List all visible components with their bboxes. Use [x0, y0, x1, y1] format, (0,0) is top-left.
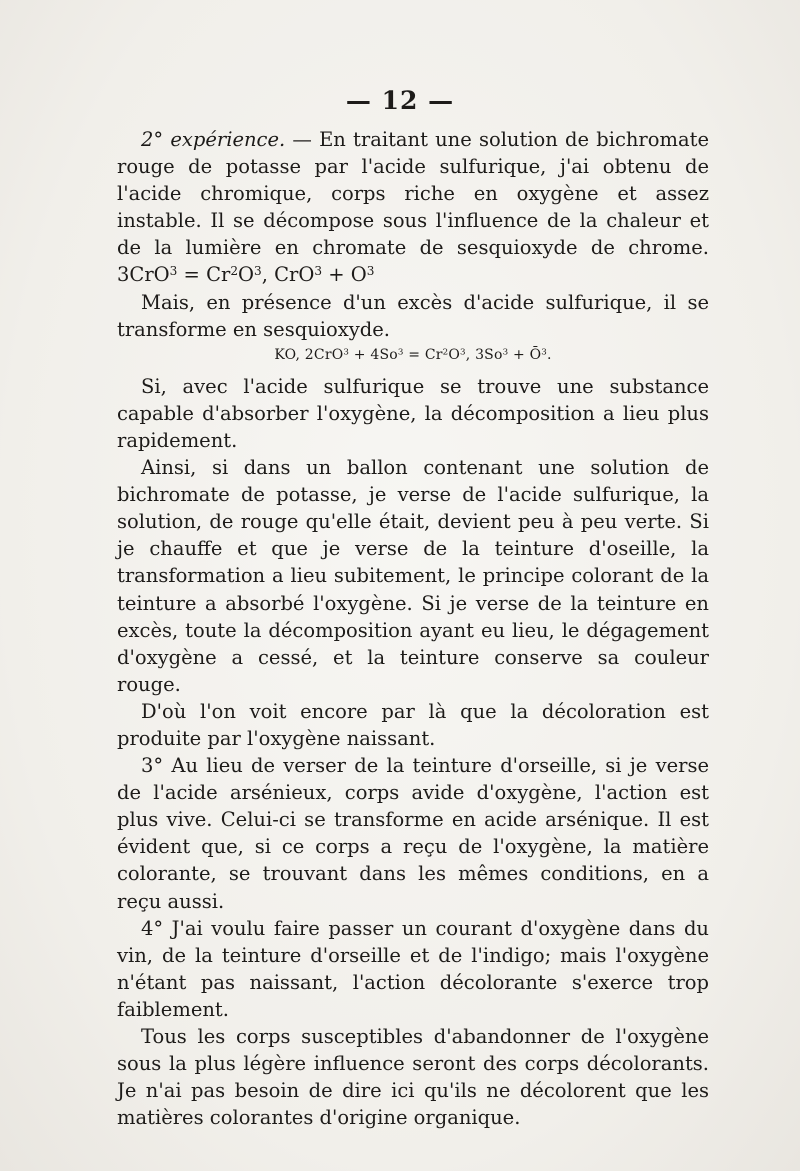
- page-text: [117, 126, 709, 1131]
- experience-label: 2° expérience.: [141, 128, 286, 151]
- paragraph-text: — En traitant une solution de bichromate rouge de potasse par l'acide sulfurique, j'ai obtenu de l'acide chromique, corps riche en oxygène et assez instable. Il se décompose sous l'influence de la chaleur et de la lumière en chromate de sesquioxyde de chrome.: [117, 128, 709, 260]
- page-number: — 12 —: [345, 86, 455, 115]
- paragraph-experience-2: [117, 126, 709, 289]
- paragraph-experience-3: 3° Au lieu de verser de la teinture d'orseille, si je verse de l'acide arsénieux, corps avide d'oxygène, l'action est plus vive. Celui-ci se transforme en acide arsénique. Il est évident que, si ce corps a reçu de l'oxygène, la matière colorante, se trouvant dans les mêmes conditions, en a reçu aussi.: [117, 754, 709, 913]
- paragraph-absorption: Si, avec l'acide sulfurique se trouve une substance capable d'absorber l'oxygène, la décomposition a lieu plus rapidement.: [117, 374, 709, 452]
- formula-inline-1: $3CrO^3 = Cr^2O^3$, $CrO^3 + O^3$: [117, 263, 375, 287]
- paragraph-conclusion: D'où l'on voit encore par là que la décoloration est produite par l'oxygène naissant.: [117, 699, 709, 750]
- paragraph-decolorants: Tous les corps susceptibles d'abandonner de l'oxygène sous la plus légère influence seront des corps décolorants. Je n'ai pas besoin de dire ici qu'ils ne décolorent que les matières colorantes d'origine organique.: [117, 1025, 709, 1130]
- paragraph-ballon: Ainsi, si dans un ballon contenant une solution de bichromate de potasse, je verse de l'acide sulfurique, la solution, de rouge qu'elle était, devient peu à peu verte. Si je chauffe et que je verse de la teinture d'oseille, la transformation a lieu subitement, le principe colorant de la teinture a absorbé l'oxygène. Si je verse de la teinture en excès, toute la décomposition ayant eu lieu, le dégagement d'oxygène a cessé, et la teinture conserve sa couleur rouge.: [117, 456, 709, 696]
- paragraph-experience-4: 4° J'ai voulu faire passer un courant d'oxygène dans du vin, de la teinture d'orseille et de l'indigo; mais l'oxygène n'étant pas naissant, l'action décolorante s'exerce trop faiblement.: [117, 916, 709, 1021]
- paragraph-sesquioxyde: Mais, en présence d'un excès d'acide sulfurique, il se transforme en sesquioxyde.: [117, 290, 709, 341]
- formula-block-2: KO, $2CrO^3 + 4So^3 = Cr^2O^3$, $3So^3$ + $Ō^3$.: [274, 346, 552, 363]
